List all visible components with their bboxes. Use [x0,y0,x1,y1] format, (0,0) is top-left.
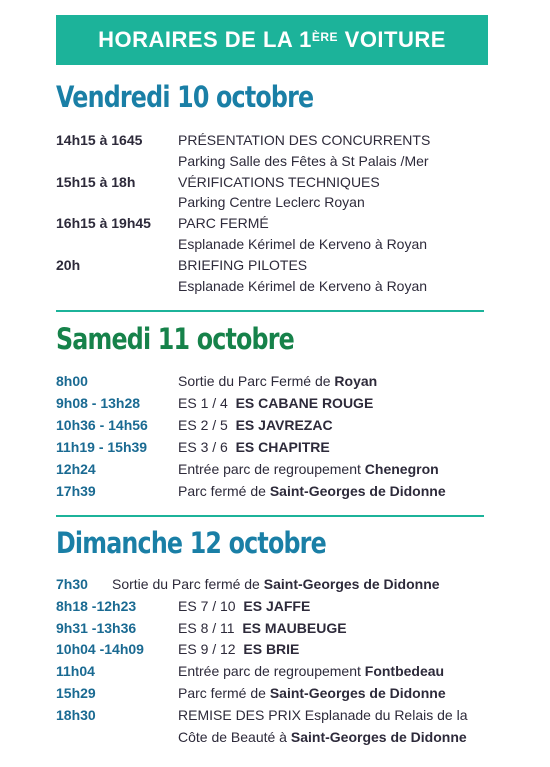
row-time: 15h29 [56,685,96,701]
row-description [178,174,380,190]
row-time: 20h [56,256,81,273]
banner-superscript: ÈRE [311,30,339,44]
row-description-text: Parc fermé de [178,685,270,701]
schedule-row [56,729,496,749]
row-description-text: BRIEFING PILOTES [178,256,308,273]
row-description [178,707,467,723]
row-description-bold: ES MAUBEUGE [242,619,347,636]
row-description [178,729,467,745]
divider-2 [56,515,484,517]
schedule-row [56,257,496,277]
saturday-title: Samedi 11 octobre [56,322,294,356]
row-description-bold: ES CHAPITRE [235,439,330,455]
row-description [178,641,299,657]
row-description [178,620,347,636]
banner-text-before: HORAIRES DE LA 1 [98,27,312,52]
row-description [178,194,365,210]
schedule-row [56,641,496,661]
row-description-text: Côte de Beauté à [178,728,291,745]
row-description-text: Entrée parc de regroupement [178,663,365,680]
row-description [178,417,333,433]
row-time: 18h30 [56,706,96,723]
row-description [178,236,427,252]
row-description-text: Esplanade Kérimel de Kerveno à Royan [178,236,428,252]
row-description-bold: Chenegron [364,461,439,477]
row-description [178,132,430,148]
schedule-row [56,461,496,481]
sunday-title: Dimanche 12 octobre [56,526,326,560]
row-description [178,663,444,679]
row-description-text: Entrée parc de regroupement [178,461,365,477]
row-description-text: PARC FERMÉ [178,215,269,232]
row-description-bold: Saint-Georges de Didonne [290,728,467,745]
friday-section [56,80,496,114]
row-time: 9h08 - 13h28 [56,395,141,411]
row-description-bold: Saint-Georges de Didonne [263,576,440,592]
schedule-row [56,663,496,683]
row-description-text: Sortie du Parc Fermé de [178,373,335,389]
schedule-row [56,132,496,152]
row-description-text: ES 9 / 12 [178,641,244,658]
row-time: 11h19 - 15h39 [56,439,148,455]
row-description-text: ES 3 / 6 [178,439,236,455]
row-description-bold: ES CABANE ROUGE [235,395,374,411]
row-time: 10h36 - 14h56 [56,417,148,433]
row-description-text: REMISE DES PRIX Esplanade du Relais de la [178,706,468,723]
banner-text-after: VOITURE [338,27,446,52]
row-description-text: ES 8 / 11 [178,619,243,636]
row-description [178,685,446,701]
row-description-bold: Fontbedeau [364,663,445,680]
row-description [112,576,440,592]
row-description [178,461,439,477]
schedule-row [56,236,496,256]
schedule-row [56,620,496,640]
row-description-text: ES 1 / 4 [178,395,236,411]
row-description [178,395,373,411]
schedule-row [56,194,496,214]
row-description-text: Parc fermé de [178,483,270,499]
friday-title: Vendredi 10 octobre [56,80,314,114]
row-description-bold: Saint-Georges de Didonne [269,483,446,499]
row-description-text: Parking Salle des Fêtes à St Palais /Mer [178,152,429,169]
schedule-row [56,707,496,727]
row-description [178,153,429,169]
row-description-text: VÉRIFICATIONS TECHNIQUES [178,173,380,190]
row-description [178,215,269,231]
row-description-bold: Saint-Georges de Didonne [269,685,446,701]
row-description-bold: Royan [334,373,378,389]
row-time: 15h15 à 18h [56,173,136,190]
row-description-bold: ES JAFFE [243,597,311,614]
divider-1 [56,310,484,312]
row-description [178,598,310,614]
row-time: 14h15 à 1645 [56,132,143,148]
row-time: 16h15 à 19h45 [56,215,151,232]
schedule-row [56,174,496,194]
row-description-bold: ES JAVREZAC [235,417,333,433]
schedule-row [56,483,496,503]
row-description [178,483,446,499]
schedule-banner [56,15,488,65]
schedule-row [56,373,496,393]
row-description [178,373,377,389]
row-description-text: PRÉSENTATION DES CONCURRENTS [178,132,431,148]
schedule-row [56,439,496,459]
row-time: 12h24 [56,461,96,477]
row-time: 17h39 [56,483,96,499]
row-time: 7h30 [56,576,88,592]
row-description [178,439,330,455]
schedule-row [56,153,496,173]
schedule-row [56,215,496,235]
row-description-text: Parking Centre Leclerc Royan [178,194,365,211]
row-description-text: Sortie du Parc fermé de [112,576,264,592]
row-description [178,257,307,273]
row-description-bold: ES BRIE [243,641,300,658]
row-description-text: Esplanade Kérimel de Kerveno à Royan [178,277,428,294]
row-description-text: ES 2 / 5 [178,417,236,433]
row-time: 8h18 -12h23 [56,597,137,614]
saturday-section [56,322,496,356]
row-description-text: ES 7 / 10 [178,597,244,614]
schedule-row [56,576,496,596]
schedule-row [56,395,496,415]
schedule-row [56,598,496,618]
schedule-row [56,685,496,705]
row-time: 11h04 [56,663,95,680]
sunday-section [56,526,496,560]
row-time: 8h00 [56,373,88,389]
row-description [178,278,427,294]
schedule-row [56,278,496,298]
row-time: 9h31 -13h36 [56,619,137,636]
row-time: 10h04 -14h09 [56,641,144,658]
schedule-row [56,417,496,437]
